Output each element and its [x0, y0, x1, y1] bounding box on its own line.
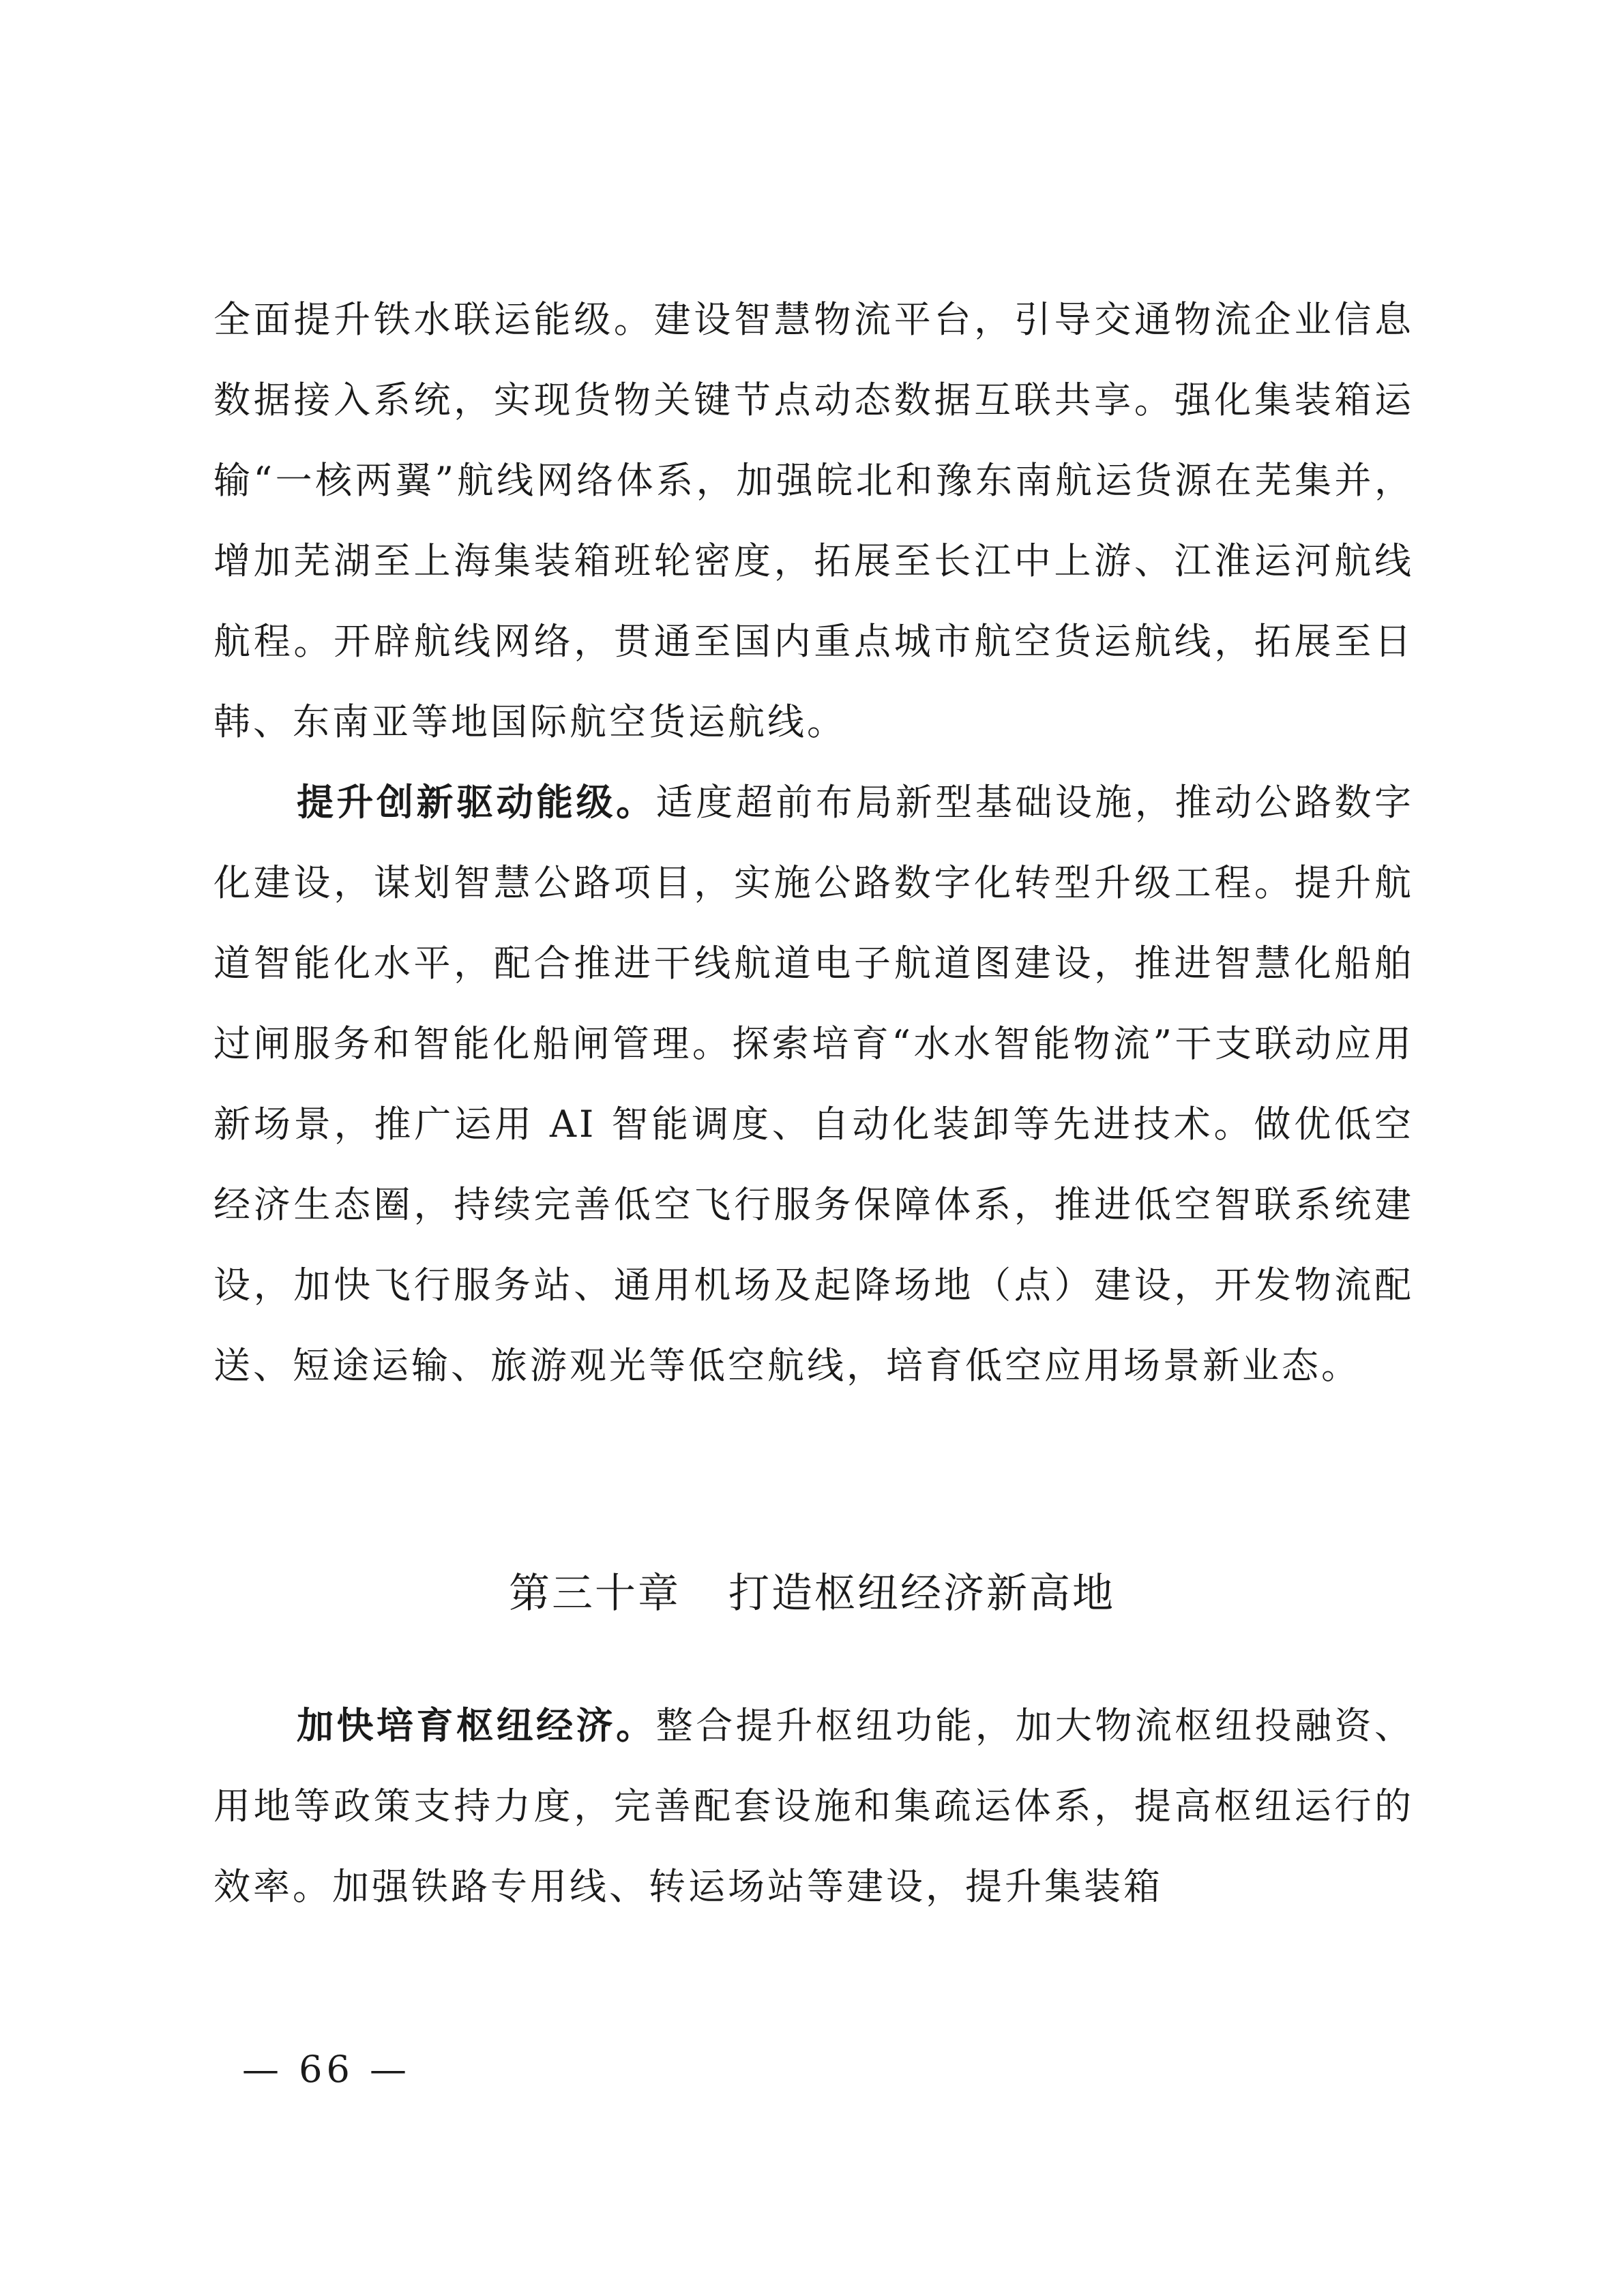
chapter-heading — [0, 1563, 1624, 1624]
paragraph-1-text: 全面提升铁水联运能级。建设智慧物流平台，引导交通物流企业信息数据接入系统，实现货物关键节点动态数据互联共享。强化集装箱运输“一核两翼”航线网络体系，加强皖北和豫东南航运货源在芜集并，增加芜湖至上海集装箱班轮密度，拓展至长江中上游、江淮运河航线航程。开辟航线网络，贯通至国内重点城市航空货运航线，拓展至日韩、东南亚等地国际航空货运航线。 — [213, 298, 1414, 743]
page-number: — 66 — — [242, 2048, 411, 2091]
paragraph-2 — [213, 762, 1414, 1406]
chapter-number: 第三十章 — [509, 1570, 681, 1617]
chapter-title: 打造枢纽经济新高地 — [728, 1570, 1115, 1617]
paragraph-3-text: 整合提升枢纽功能，加大物流枢纽投融资、用地等政策支持力度，完善配套设施和集疏运体系，提高枢纽运行的效率。加强铁路专用线、转运场站等建设，提升集装箱 — [213, 1704, 1415, 1908]
paragraph-2-text: 适度超前布局新型基础设施，推动公路数字化建设，谋划智慧公路项目，实施公路数字化转型升级工程。提升航道智能化水平，配合推进干线航道电子航道图建设，推进智慧化船舶过闸服务和智能化船闸管理。探索培育“水水智能物流”干支联动应用新场景，推广运用 AI 智能调度、自动化装卸等先进技术。做优低空经济生态圈，持续完善低空飞行服务保障体系，推进低空智联系统建设，加快飞行服务站、通用机场及起降场地（点）建设，开发物流配送、短途运输、旅游观光等低空航线，培育低空应用场景新业态。 — [213, 781, 1415, 1387]
paragraph-3 — [213, 1686, 1414, 1927]
paragraph-1 — [213, 280, 1414, 762]
paragraph-3-lead: 加快培育枢纽经济。 — [297, 1704, 656, 1747]
paragraph-2-lead: 提升创新驱动能级。 — [297, 781, 656, 824]
